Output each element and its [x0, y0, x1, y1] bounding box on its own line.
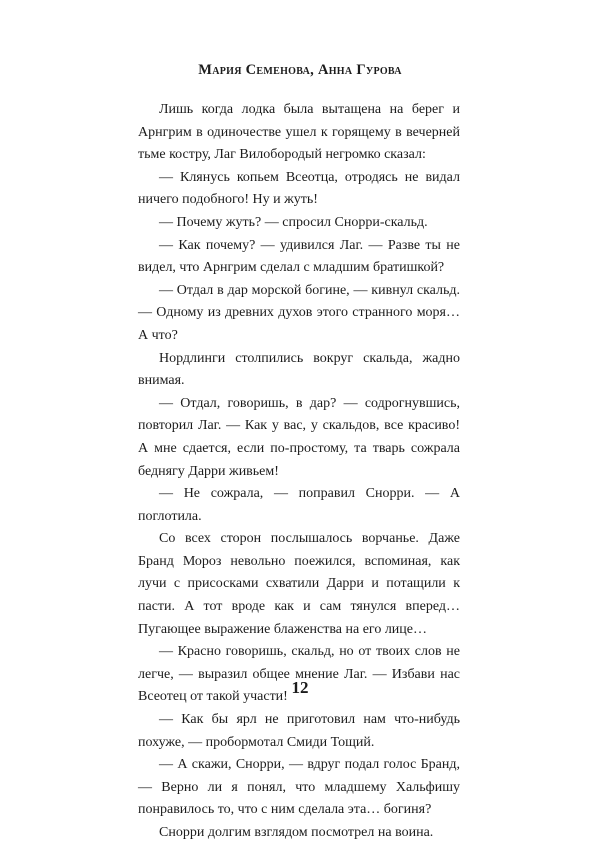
- paragraph: — Отдал в дар морской богине, — кивнул скальд. — Одному из древних духов этого странного моря… А что?: [138, 282, 460, 343]
- paragraph: — Не сожрала, — поправил Снорри. — А поглотила.: [138, 486, 460, 524]
- paragraph: Снорри долгим взглядом посмотрел на воина.: [159, 825, 434, 840]
- paragraph: — Почему жуть? — спросил Снорри-скальд.: [159, 214, 428, 230]
- running-head: Мария Семенова, Анна Гурова: [198, 62, 402, 78]
- page-number: 12: [291, 678, 309, 697]
- paragraph: — Как почему? — удивился Лаг. — Разве ты не видел, что Арнгрим сделал с младшим братишкой?: [138, 237, 460, 276]
- paragraph: — Клянусь копьем Всеотца, отродясь не видал ничего подобного! Ну и жуть!: [138, 169, 460, 208]
- paragraph: — Отдал, говоришь, в дар? — содрогнувшись, повторил Лаг. — Как у вас, у скальдов, все красиво! А мне сдается, если по-простому, та тварь сожрала беднягу Дарри живьем!: [138, 395, 460, 479]
- paragraph: — Как бы ярл не приготовил нам что-нибудь похуже, — пробормотал Смиди Тощий.: [138, 712, 460, 750]
- paragraph: Со всех сторон послышалось ворчанье. Даже Бранд Мороз невольно поежился, вспоминая, как лучи с присосками схватили Дарри и потащили к пасти. А тот вроде как и сам тянулся вперед… Пугающее выражение блаженства на его лице…: [138, 531, 460, 637]
- paragraph: Нордлинги столпились вокруг скальда, жадно внимая.: [138, 350, 460, 389]
- paragraph: — А скажи, Снорри, — вдруг подал голос Бранд, — Верно ли я понял, что младшему Хальфишу понравилось то, что с ним сделала эта… богиня?: [138, 757, 460, 818]
- paragraph: — Красно говоришь, скальд, но от твоих слов не легче, — выразил общее мнение Лаг. — Избави нас Всеотец от такой участи!: [138, 644, 460, 705]
- paragraph: Лишь когда лодка была вытащена на берег и Арнгрим в одиночестве ушел к горящему в вечерней тьме костру, Лаг Вилобородый негромко сказал:: [138, 102, 460, 163]
- body-text: [138, 99, 460, 845]
